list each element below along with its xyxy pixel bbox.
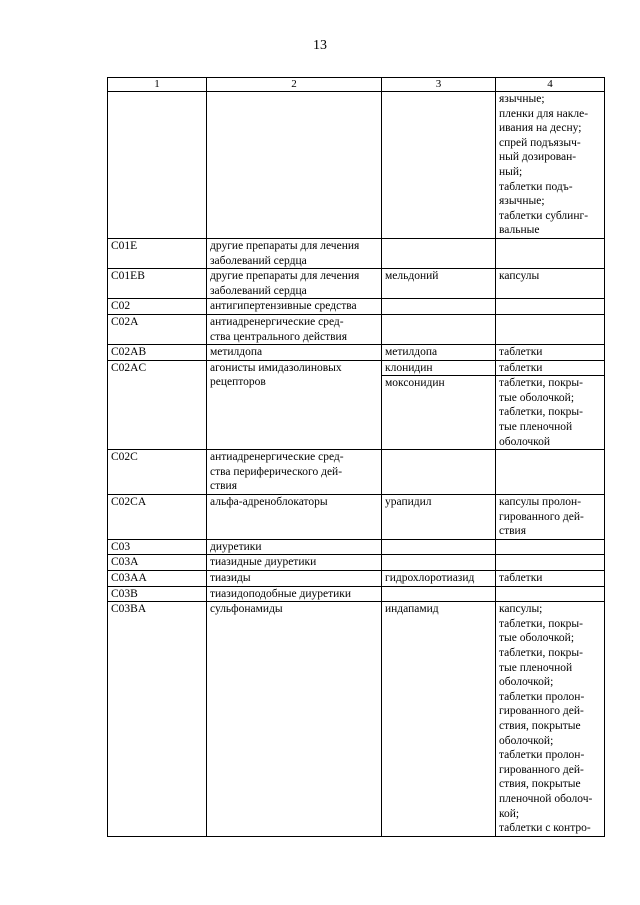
group-cell [207,92,382,239]
dosage-form-cell: капсулы; таблетки, покры- тые оболочкой; таблетки, покры- тые пленочной оболочкой; таблетки пролон- гированного дей- ствия, покрытые оболочкой; таблетки пролон- гированного дей- ствия, покрытые пленочной оболоч- кой; таблетки с контро- [496,602,605,837]
header-row [108,78,605,92]
group-cell: тиазиды [207,571,382,587]
atc-code-cell: C03BA [108,602,207,837]
group-cell: агонисты имидазолиновых рецепторов [207,360,382,450]
atc-code-cell: C03 [108,539,207,555]
drug-table [107,77,605,837]
dosage-form-cell: капсулы пролон- гированного дей- ствия [496,495,605,540]
table-row [108,238,605,268]
group-cell: антиадренергические сред- ства периферического дей- ствия [207,450,382,495]
drug-cell [382,586,496,602]
drug-cell: клонидин [382,360,496,376]
group-cell: другие препараты для лечения заболеваний сердца [207,269,382,299]
table-row [108,269,605,299]
table-row [108,314,605,344]
drug-cell: метилдопа [382,345,496,361]
dosage-form-cell: таблетки [496,571,605,587]
drug-cell [382,539,496,555]
dosage-form-cell [496,539,605,555]
dosage-form-cell: таблетки, покры- тые оболочкой; таблетки, покры- тые пленочной оболочкой [496,376,605,450]
drug-cell: урапидил [382,495,496,540]
table-row [108,602,605,837]
atc-code-cell [108,92,207,239]
atc-code-cell: C02AC [108,360,207,450]
header-col-4: 4 [496,78,605,92]
drug-cell: мельдоний [382,269,496,299]
drug-cell [382,450,496,495]
dosage-form-cell [496,555,605,571]
group-cell: антиадренергические сред- ства центрального действия [207,314,382,344]
dosage-form-cell [496,299,605,315]
table-row [108,345,605,361]
atc-code-cell: C01E [108,238,207,268]
header-col-3: 3 [382,78,496,92]
drug-cell: гидрохлоротиазид [382,571,496,587]
table-row [108,571,605,587]
atc-code-cell: C03B [108,586,207,602]
dosage-form-cell: капсулы [496,269,605,299]
atc-code-cell: C02CA [108,495,207,540]
dosage-form-cell: таблетки [496,360,605,376]
drug-cell [382,555,496,571]
drug-cell [382,92,496,239]
group-cell: тиазидные диуретики [207,555,382,571]
table-row [108,450,605,495]
drug-cell [382,238,496,268]
dosage-form-cell [496,586,605,602]
table-body [108,92,605,837]
atc-code-cell: C02 [108,299,207,315]
group-cell: альфа-адреноблокаторы [207,495,382,540]
table-row [108,539,605,555]
atc-code-cell: C03A [108,555,207,571]
group-cell: диуретики [207,539,382,555]
table-row [108,495,605,540]
table-row [108,299,605,315]
group-cell: тиазидоподобные диуретики [207,586,382,602]
dosage-form-cell [496,450,605,495]
dosage-form-cell: таблетки [496,345,605,361]
drug-cell [382,314,496,344]
page-number: 13 [313,38,327,53]
dosage-form-cell [496,314,605,344]
table-row [108,92,605,239]
table-header [108,78,605,92]
atc-code-cell: C03AA [108,571,207,587]
table-row [108,360,605,376]
dosage-form-cell [496,238,605,268]
drug-cell: индапамид [382,602,496,837]
group-cell: другие препараты для лечения заболеваний сердца [207,238,382,268]
group-cell: метилдопа [207,345,382,361]
atc-code-cell: C02C [108,450,207,495]
dosage-form-cell: язычные; пленки для накле- ивания на десну; спрей подъязыч- ный дозирован- ный; таблетки подъ- язычные; таблетки сублинг- вальные [496,92,605,239]
table-row [108,555,605,571]
drug-cell: моксонидин [382,376,496,450]
header-col-1: 1 [108,78,207,92]
group-cell: сульфонамиды [207,602,382,837]
drug-cell [382,299,496,315]
group-cell: антигипертензивные средства [207,299,382,315]
atc-code-cell: C01EB [108,269,207,299]
atc-code-cell: C02AB [108,345,207,361]
header-col-2: 2 [207,78,382,92]
table-row [108,586,605,602]
atc-code-cell: C02A [108,314,207,344]
